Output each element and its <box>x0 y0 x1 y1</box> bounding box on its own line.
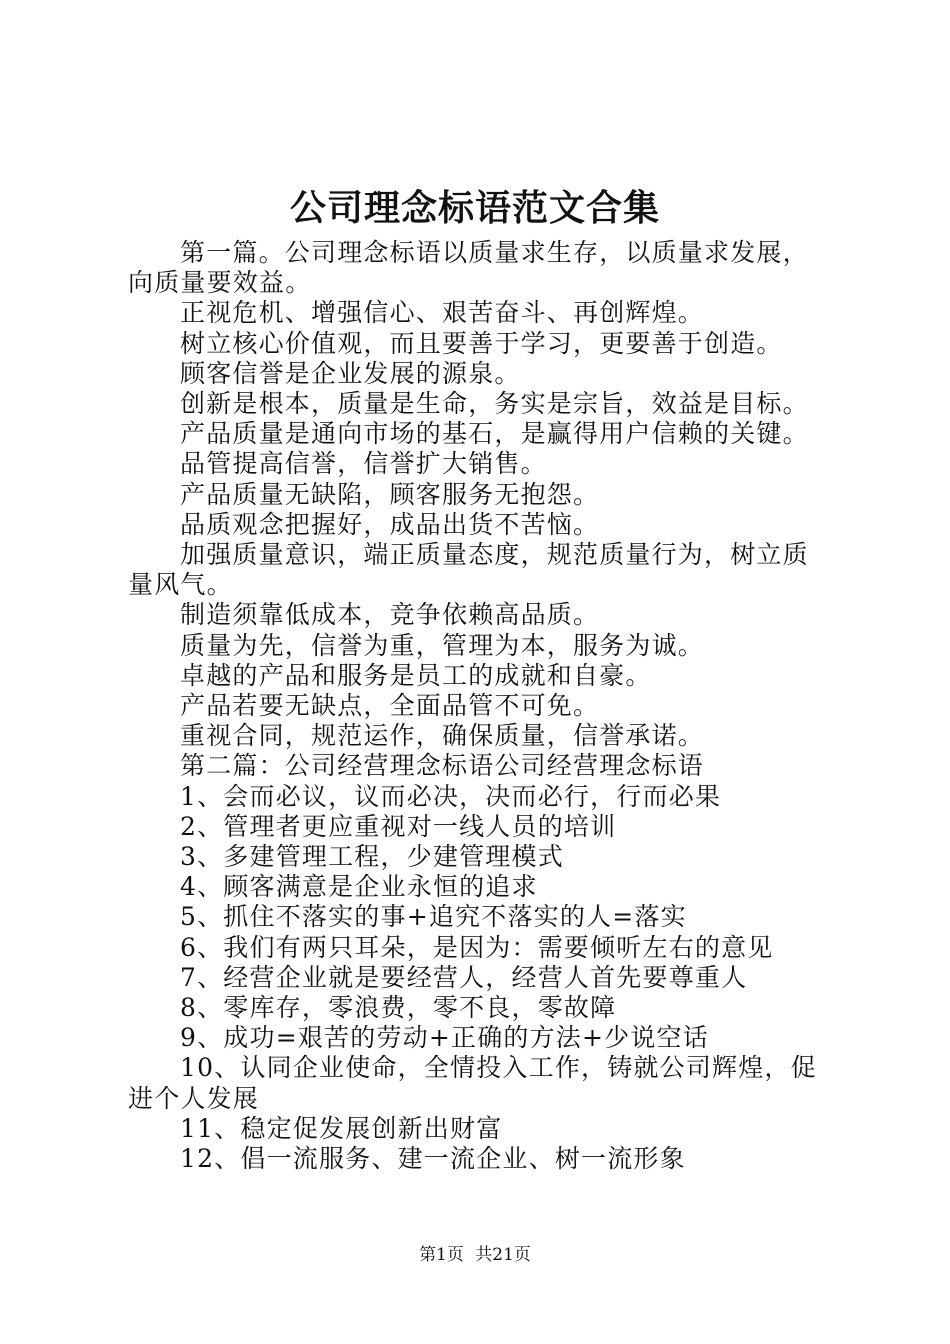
paragraph: 创新是根本，质量是生命，务实是宗旨，效益是目标。 <box>180 389 809 419</box>
paragraph: 6、我们有两只耳朵，是因为：需要倾听左右的意见 <box>180 932 774 962</box>
paragraph: 3、多建管理工程，少建管理模式 <box>180 842 564 872</box>
paragraph: 顾客信誉是企业发展的源泉。 <box>180 358 521 388</box>
paragraph: 产品质量是通向市场的基石，是赢得用户信赖的关键。 <box>180 419 809 449</box>
paragraph: 质量为先，信誉为重，管理为本，服务为诚。 <box>180 630 705 660</box>
paragraph: 正视危机、增强信心、艰苦奋斗、再创辉煌。 <box>180 298 705 328</box>
paragraph: 4、顾客满意是企业永恒的追求 <box>180 872 538 902</box>
document-title: 公司理念标语范文合集 <box>289 187 660 229</box>
paragraph: 5、抓住不落实的事+追究不落实的人=落实 <box>180 902 687 932</box>
paragraph: 树立核心价值观，而且要善于学习，更要善于创造。 <box>180 328 783 358</box>
paragraph: 10、认同企业使命，全情投入工作，铸就公司辉煌，促进个人发展 <box>128 1053 817 1113</box>
paragraph: 重视合同，规范运作，确保质量，信誉承诺。 <box>180 721 705 751</box>
paragraph: 产品若要无缺点，全面品管不可免。 <box>180 691 600 721</box>
page-footer <box>0 1244 950 1266</box>
paragraph: 制造须靠低成本，竞争依赖高品质。 <box>180 600 600 630</box>
page-number: 第1页 <box>419 1245 464 1265</box>
paragraph: 品质观念把握好，成品出货不苦恼。 <box>180 509 600 539</box>
paragraph: 1、会而必议，议而必决，决而必行，行而必果 <box>180 781 722 811</box>
paragraph: 7、经营企业就是要经营人，经营人首先要尊重人 <box>180 962 748 992</box>
paragraph: 8、零库存，零浪费，零不良，零故障 <box>180 993 617 1023</box>
document-body <box>128 238 834 1174</box>
paragraph: 产品质量无缺陷，顾客服务无抱怨。 <box>180 479 600 509</box>
page-total: 共21页 <box>475 1245 531 1265</box>
paragraph: 9、成功=艰苦的劳动+正确的方法+少说空话 <box>180 1023 709 1053</box>
paragraph: 卓越的产品和服务是员工的成就和自豪。 <box>180 660 652 690</box>
paragraph: 11、稳定促发展创新出财富 <box>180 1113 503 1143</box>
paragraph: 12、倡一流服务、建一流企业、树一流形象 <box>180 1144 686 1174</box>
paragraph: 2、管理者更应重视对一线人员的培训 <box>180 811 617 841</box>
paragraph: 第二篇：公司经营理念标语公司经营理念标语 <box>180 751 705 781</box>
paragraph: 第一篇。公司理念标语以质量求生存，以质量求发展，向质量要效益。 <box>128 238 809 298</box>
paragraph: 加强质量意识，端正质量态度，规范质量行为，树立质量风气。 <box>128 540 809 600</box>
paragraph: 品管提高信誉，信誉扩大销售。 <box>180 449 547 479</box>
